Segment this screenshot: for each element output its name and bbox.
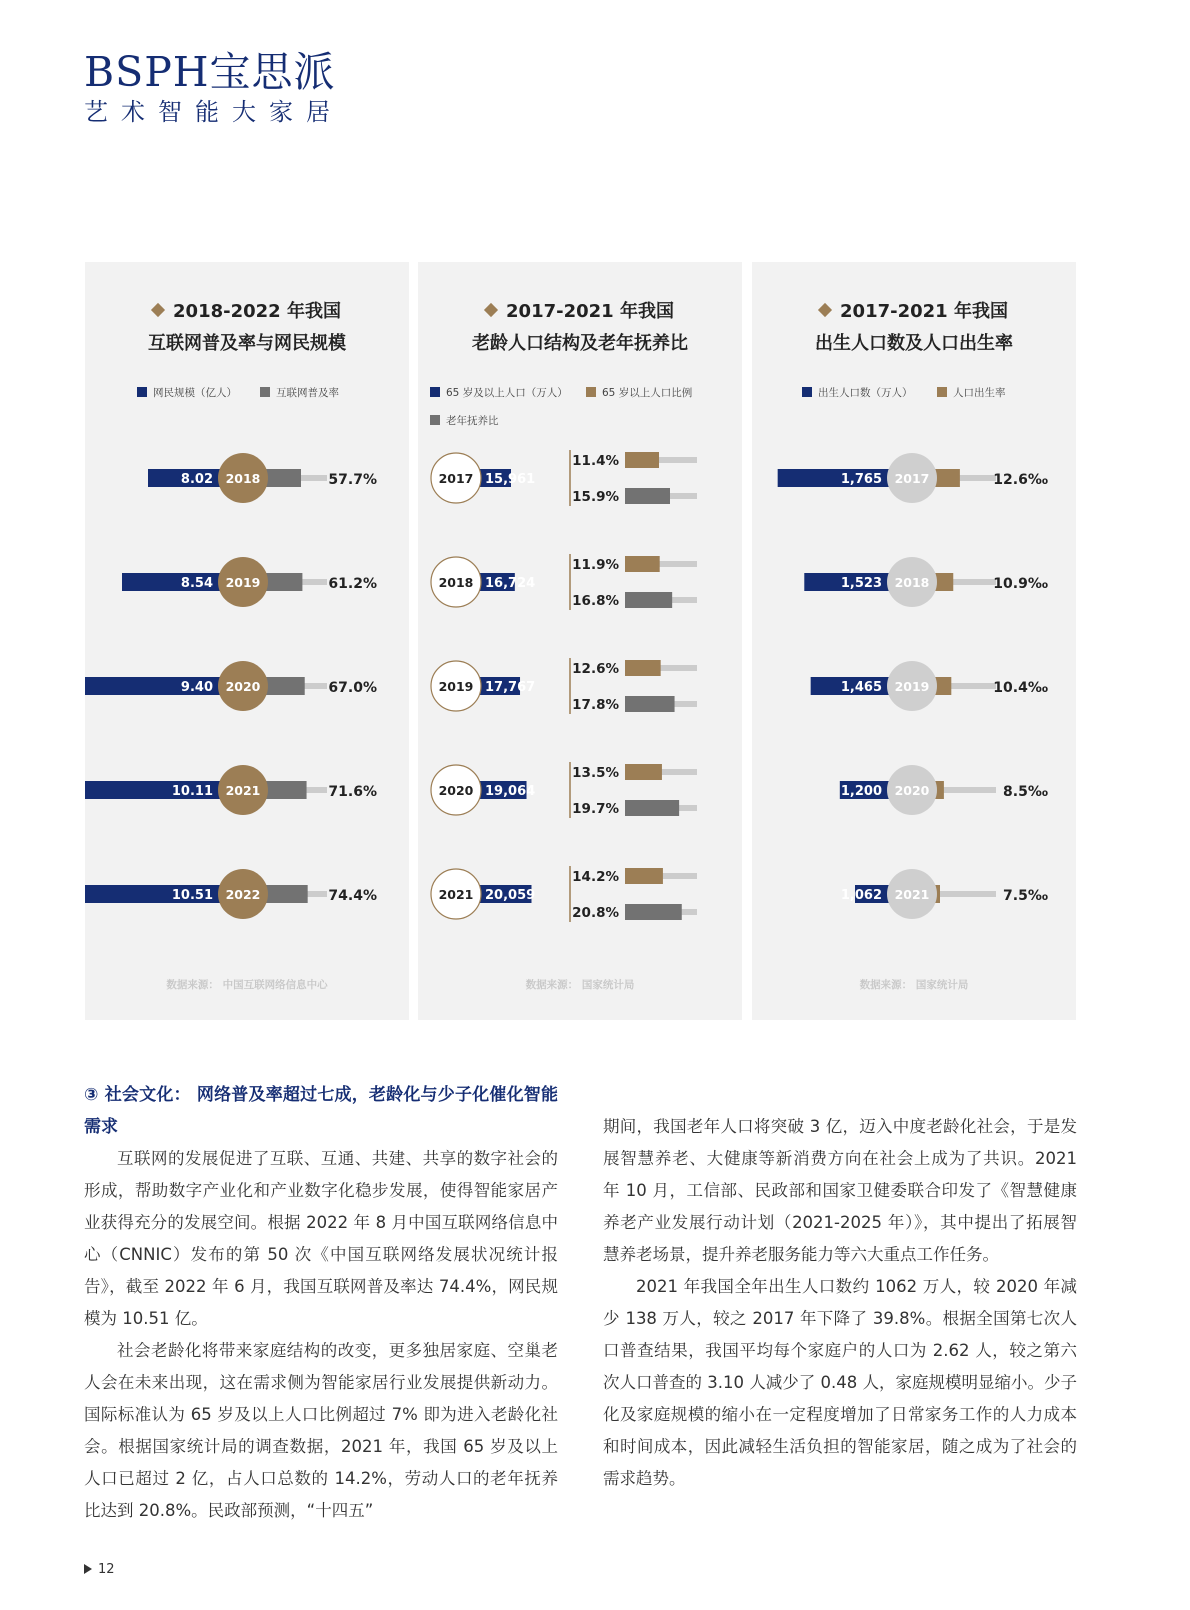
chart-subtitle: 老龄人口结构及老年抚养比: [472, 333, 688, 354]
bar-dependency-ratio: [625, 904, 682, 920]
legend-swatch: [430, 415, 440, 425]
diamond-icon: [151, 303, 165, 317]
chart-panel-birth: [752, 262, 1076, 1020]
legend-label: 网民规模（亿人）: [153, 387, 237, 399]
data-label-dependency: 19.7%: [572, 801, 619, 817]
data-label-population: 19,064: [485, 784, 536, 799]
year-label: 2020: [225, 679, 261, 694]
data-label-users: 10.11: [171, 784, 213, 799]
data-label-births: 1,200: [840, 784, 882, 799]
bar-elderly-ratio: [625, 764, 662, 780]
chart-panel-internet: [85, 262, 409, 1020]
bar-dependency-ratio: [625, 592, 672, 608]
chart-title: 2018-2022 年我国: [173, 301, 341, 322]
data-label-ratio: 14.2%: [572, 869, 619, 885]
paragraph-continuation: 期间，我国老年人口将突破 3 亿，迈入中度老龄化社会，于是发展智慧养老、大健康等新消费方向在社会上成为了共识。2021 年 10 月，工信部、民政部和国家卫健委联合印发了《智慧健康养老产业发展行动计划（2021-2025 年）》，其中提出了拓展智慧养老场景，提升养老服务能力等六大重点工作任务。: [603, 1117, 1077, 1264]
year-label: 2021: [438, 887, 474, 902]
data-label-users: 10.51: [171, 888, 213, 903]
data-label-rate: 71.6%: [328, 784, 377, 800]
year-label: 2020: [894, 783, 930, 798]
data-label-dependency: 20.8%: [572, 905, 619, 921]
data-label-rate: 67.0%: [328, 680, 377, 696]
chart-subtitle: 出生人口数及人口出生率: [815, 333, 1013, 354]
data-label-users: 9.40: [180, 680, 213, 695]
data-label-birth-rate: 10.9‰: [993, 576, 1048, 592]
paragraph: 社会老龄化将带来家庭结构的改变，更多独居家庭、空巢老人会在未来出现，这在需求侧为智能家居行业发展提供新动力。国际标准认为 65 岁及以上人口比例超过 7% 即为进入老龄化社会。根据国家统计局的调查数据，2021 年，我国 65 岁及以上人口已超过 2 亿，占人口总数的 14.2%，劳动人口的老年抚养比达到 20.8%。民政部预测，“十四五”: [84, 1341, 558, 1520]
data-label-rate: 57.7%: [328, 472, 377, 488]
year-label: 2020: [438, 783, 474, 798]
data-source: 数据来源： 国家统计局: [859, 979, 969, 991]
data-label-birth-rate: 8.5‰: [1003, 784, 1048, 800]
brand-name: BSPH宝思派: [84, 48, 336, 96]
year-label: 2019: [894, 679, 930, 694]
brand-logo: [84, 50, 343, 128]
chart-aging: [418, 262, 742, 1020]
data-label-births: 1,062: [840, 888, 882, 903]
data-label-population: 17,767: [485, 680, 536, 695]
legend-swatch: [260, 387, 270, 397]
triangle-icon: [84, 1564, 92, 1574]
page-number: 12: [98, 1562, 115, 1577]
chart-title: 2017-2021 年我国: [506, 301, 674, 322]
year-label: 2018: [225, 471, 261, 486]
bar-dependency-ratio: [625, 800, 679, 816]
data-label-birth-rate: 12.6‰: [993, 472, 1048, 488]
section-heading: ③ 社会文化： 网络普及率超过七成，老龄化与少子化催化智能需求: [84, 1085, 558, 1137]
legend-swatch: [937, 387, 947, 397]
legend-label: 互联网普及率: [276, 387, 339, 399]
year-label: 2021: [894, 887, 930, 902]
data-label-rate: 61.2%: [328, 576, 377, 592]
bar-elderly-ratio: [625, 452, 659, 468]
chart-panel-aging: [418, 262, 742, 1020]
bar-elderly-ratio: [625, 868, 663, 884]
chart-birth: [752, 262, 1076, 1020]
chart-subtitle: 互联网普及率与网民规模: [148, 333, 346, 354]
legend-swatch: [586, 387, 596, 397]
diamond-icon: [818, 303, 832, 317]
data-label-population: 20,059: [485, 888, 536, 903]
data-label-ratio: 13.5%: [572, 765, 619, 781]
data-label-births: 1,523: [840, 576, 882, 591]
year-label: 2017: [438, 471, 474, 486]
legend-label: 老年抚养比: [446, 415, 499, 427]
bar-elderly-ratio: [625, 556, 660, 572]
chart-title: 2017-2021 年我国: [840, 301, 1008, 322]
data-label-birth-rate: 7.5‰: [1003, 888, 1048, 904]
page-footer: [84, 1562, 115, 1577]
data-label-population: 15,961: [485, 472, 536, 487]
paragraph: 互联网的发展促进了互联、互通、共建、共享的数字社会的形成，帮助数字产业化和产业数字化稳步发展，使得智能家居产业获得充分的发展空间。根据 2022 年 8 月中国互联网络信息中心（CNNIC）发布的第 50 次《中国互联网络发展状况统计报告》，截至 2022 年 6 月，我国互联网普及率达 74.4%，网民规模为 10.51 亿。: [84, 1149, 558, 1328]
article-right-column: [603, 1111, 1077, 1495]
data-label-dependency: 16.8%: [572, 593, 619, 609]
article-left-column: [84, 1079, 558, 1527]
data-label-birth-rate: 10.4‰: [993, 680, 1048, 696]
year-label: 2022: [225, 887, 261, 902]
data-label-births: 1,765: [840, 472, 882, 487]
data-label-births: 1,465: [840, 680, 882, 695]
data-label-ratio: 11.9%: [572, 557, 619, 573]
year-label: 2017: [894, 471, 930, 486]
legend-label: 65 岁以上人口比例: [602, 387, 693, 399]
legend-swatch: [802, 387, 812, 397]
legend-swatch: [430, 387, 440, 397]
bar-dependency-ratio: [625, 696, 675, 712]
legend-label: 出生人口数（万人）: [818, 387, 913, 399]
legend-label: 人口出生率: [953, 387, 1006, 399]
data-label-population: 16,724: [485, 576, 536, 591]
data-label-ratio: 12.6%: [572, 661, 619, 677]
bar-dependency-ratio: [625, 488, 670, 504]
data-source: 数据来源： 中国互联网络信息中心: [166, 979, 328, 991]
diamond-icon: [484, 303, 498, 317]
bar-elderly-ratio: [625, 660, 661, 676]
chart-internet: [85, 262, 409, 1020]
legend-swatch: [137, 387, 147, 397]
year-label: 2018: [894, 575, 930, 590]
year-label: 2019: [225, 575, 261, 590]
year-label: 2021: [225, 783, 261, 798]
legend-label: 65 岁及以上人口（万人）: [446, 387, 568, 399]
brand-tagline: 艺术智能大家居: [84, 98, 343, 126]
data-label-rate: 74.4%: [328, 888, 377, 904]
year-label: 2018: [438, 575, 474, 590]
year-label: 2019: [438, 679, 474, 694]
data-label-users: 8.02: [180, 472, 213, 487]
data-label-ratio: 11.4%: [572, 453, 619, 469]
data-label-dependency: 17.8%: [572, 697, 619, 713]
data-label-users: 8.54: [180, 576, 213, 591]
paragraph: 2021 年我国全年出生人口数约 1062 万人，较 2020 年减少 138 万人，较之 2017 年下降了 39.8%。根据全国第七次人口普查结果，我国平均每个家庭户的人口为 2.62 人，较之第六次人口普查的 3.10 人减少了 0.48 人，家庭规模明显缩小。少子化及家庭规模的缩小在一定程度增加了日常家务工作的人力成本和时间成本，因此减轻生活负担的智能家居，随之成为了社会的需求趋势。: [603, 1277, 1077, 1488]
data-label-dependency: 15.9%: [572, 489, 619, 505]
data-source: 数据来源： 国家统计局: [525, 979, 635, 991]
